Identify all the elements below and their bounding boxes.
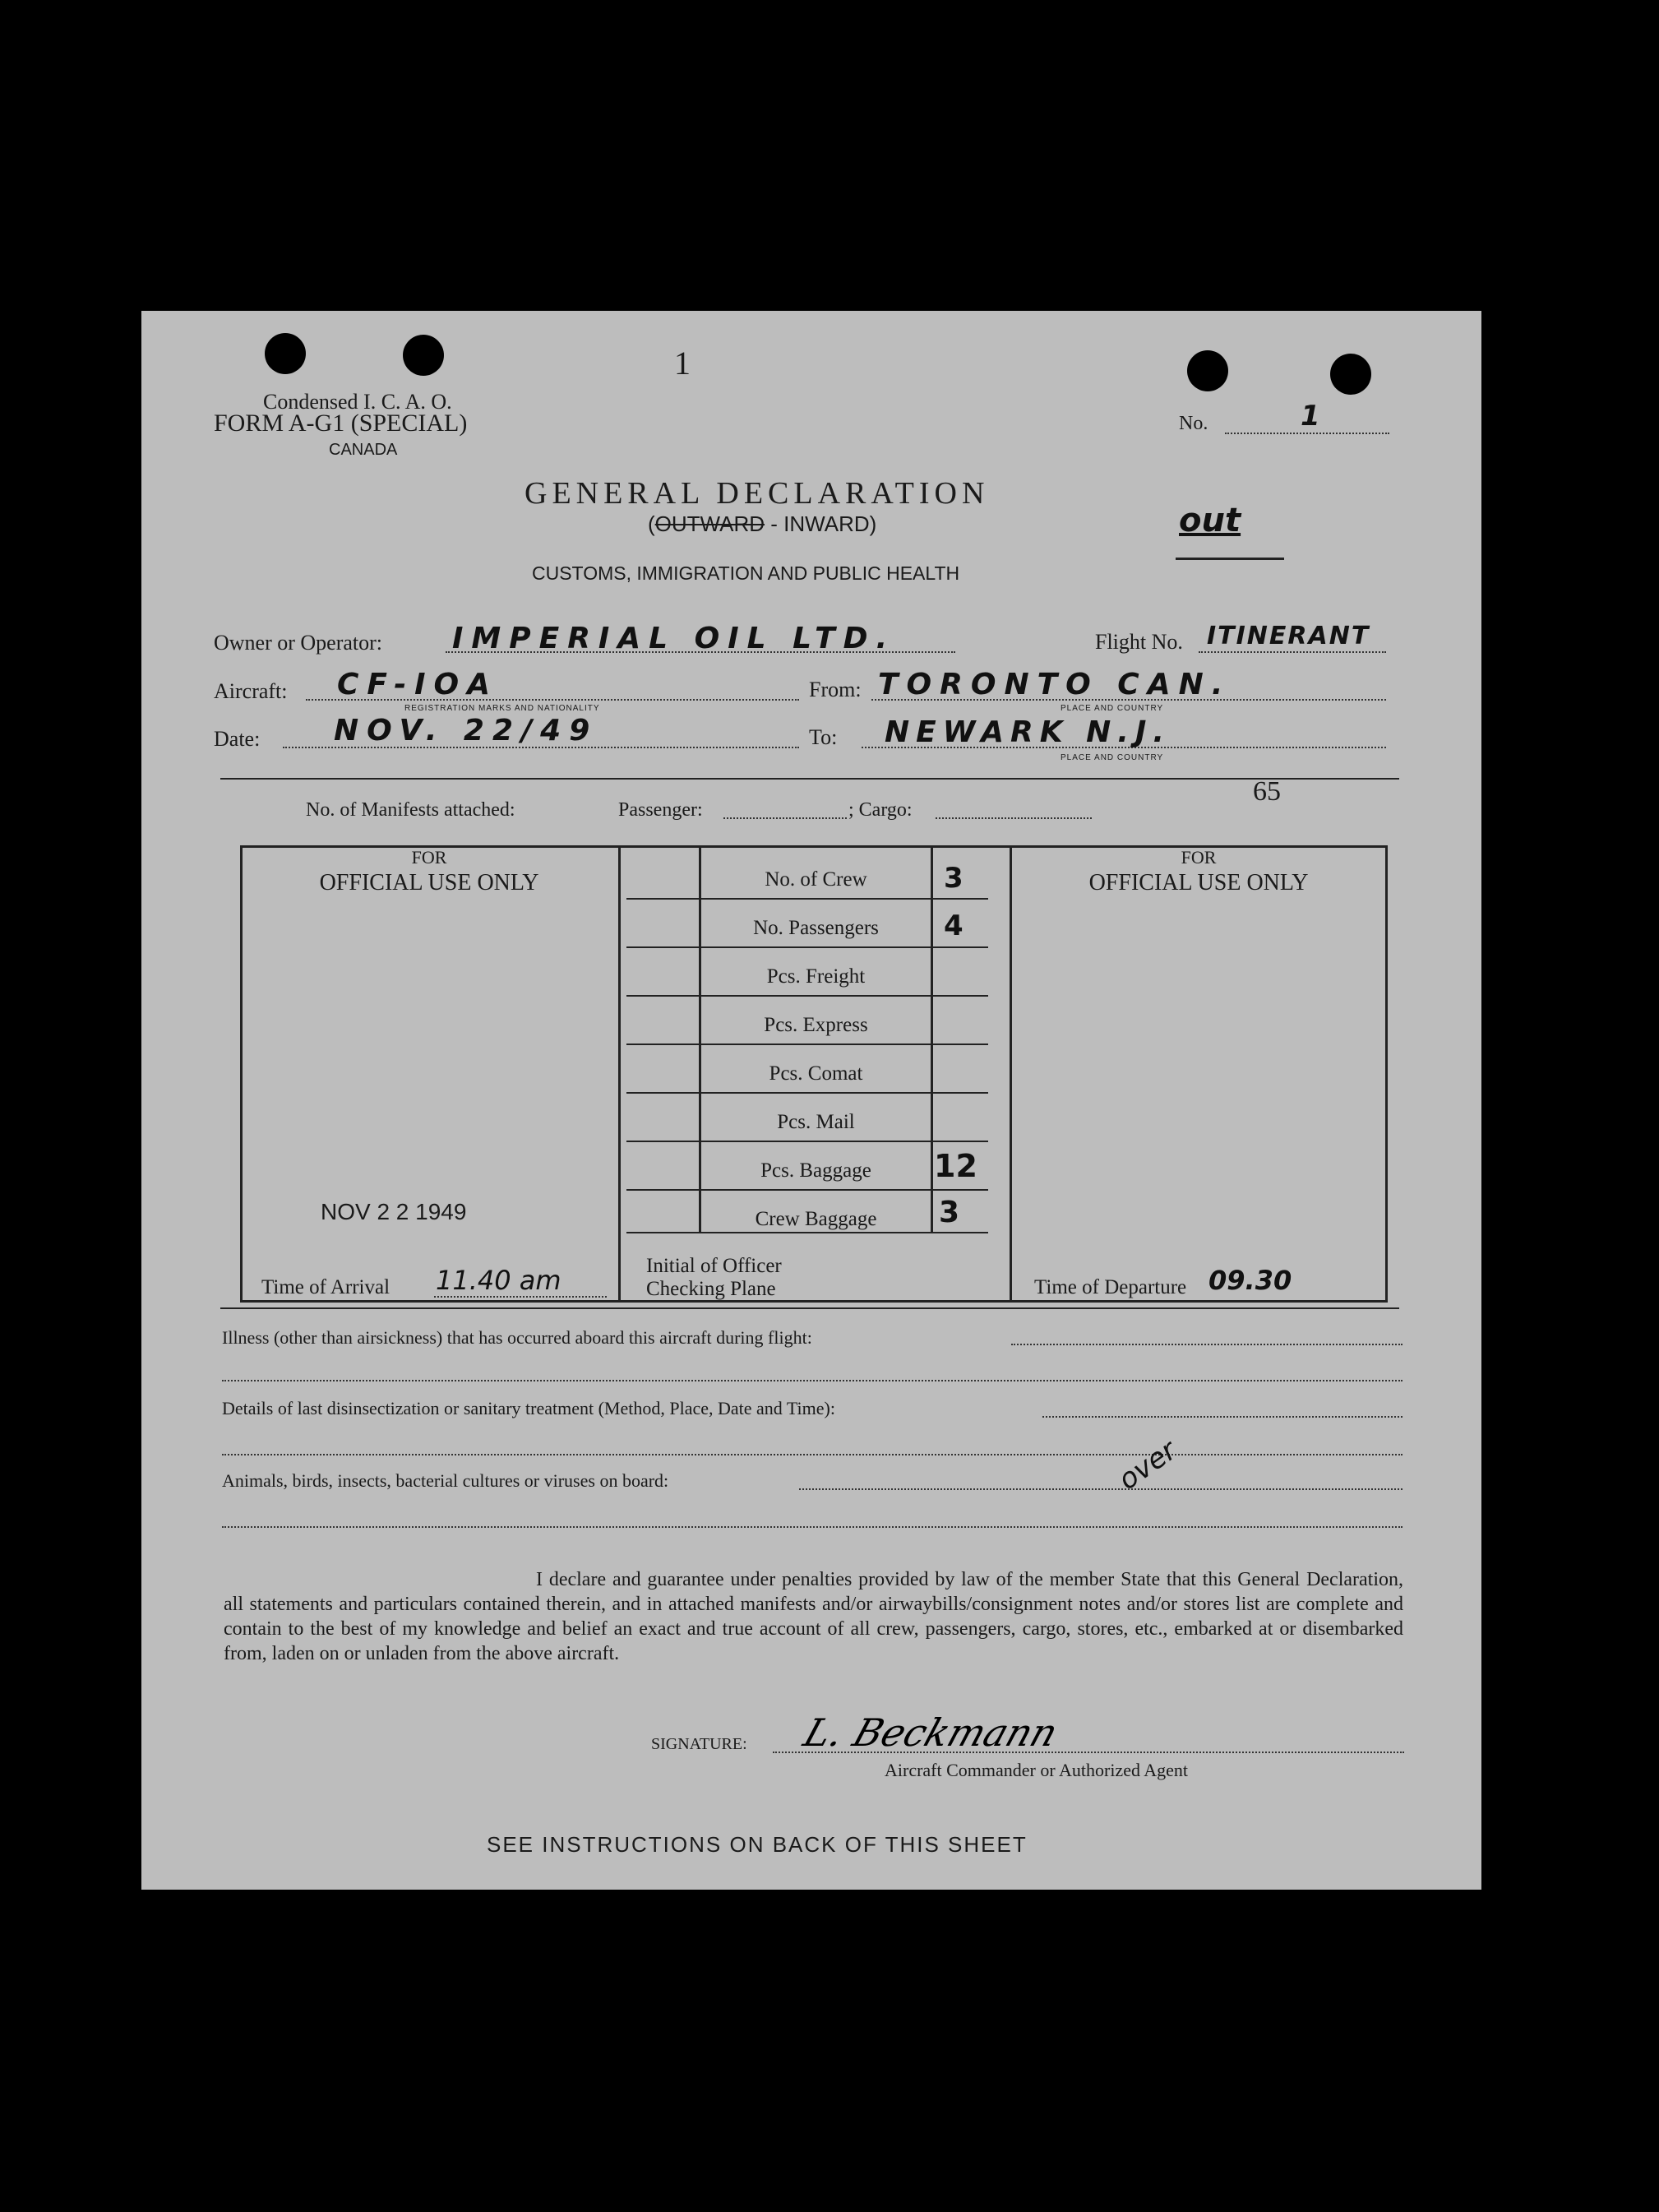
row-rule [626,1232,988,1233]
subtitle: CUSTOMS, IMMIGRATION AND PUBLIC HEALTH [532,562,960,584]
no-label: No. [1179,413,1208,434]
from-caption: PLACE AND COUNTRY [1061,704,1164,713]
row-label: Pcs. Mail [777,1111,855,1133]
declaration-text: I declare and guarantee under penalties provided by law of the member State that this General Declaration, all statements and particulars contained therein, and in attached manifests and/or airwaybills/consignment notes and/or stores list are complete and contain to the best of my knowledge and belief an exact and true account of all crew, passengers, cargo, stores, etc., embarked at or disembarked from, laden on or unladen from the above aircraft. [224,1569,1403,1664]
box-divider-right [1010,845,1012,1303]
paren-open: ( [648,511,655,536]
animals-line-2 [222,1526,1403,1528]
owner-label: Owner or Operator: [214,631,383,655]
disinsect-line-2 [222,1454,1403,1455]
illness-line [1011,1344,1403,1345]
to-label: To: [809,725,838,749]
illness-line-2 [222,1380,1403,1381]
header-divider [220,778,1399,780]
right-official-title: OFFICIAL USE ONLY [1088,870,1309,895]
no-value: 1 [1301,400,1320,433]
row-label: Pcs. Baggage [760,1159,871,1182]
row-rule [626,946,988,948]
manifests-label: No. of Manifests attached: [306,799,515,821]
row-rule [626,1044,988,1045]
date-value: NOV. 22/49 [334,714,598,747]
signature-label: SIGNATURE: [651,1735,747,1753]
row-value: 12 [934,1148,977,1184]
flight-value: ITINERANT [1207,622,1370,650]
no-line [1225,433,1389,434]
row-rule [626,1141,988,1142]
from-value: TORONTO CAN. [878,668,1232,701]
row-rule [626,995,988,997]
to-value: NEWARK N.J. [885,715,1171,749]
punch-hole [265,333,306,374]
row-label: Pcs. Comat [769,1062,863,1085]
row-rule [626,1189,988,1191]
arrival-value: 11.40 am [436,1265,561,1296]
box-divider-left [618,845,621,1303]
from-label: From: [809,678,862,701]
signature-caption: Aircraft Commander or Authorized Agent [885,1760,1189,1780]
cargo-label: ; Cargo: [848,799,913,821]
over-note: over [1112,1433,1183,1497]
aircraft-value: CF-IOA [337,668,499,701]
illness-label: Illness (other than airsickness) that has occurred aboard this aircraft during flight: [222,1327,812,1348]
row-value: 3 [939,1196,960,1229]
row-label: No. Passengers [753,917,879,939]
disinsect-line [1042,1416,1403,1418]
arrival-line [434,1296,607,1298]
departure-value: 09.30 [1208,1265,1292,1296]
box-divider-values [931,845,933,1232]
outward-struck: OUTWARD [654,511,765,536]
out-note: out [1179,502,1241,539]
row-label: Pcs. Express [764,1014,868,1036]
aircraft-label: Aircraft: [214,679,288,703]
row-rule [626,898,988,900]
date-label: Date: [214,727,261,751]
flight-line [1199,651,1386,653]
left-for: FOR [411,847,447,868]
box-bottom-rule [220,1307,1399,1309]
row-value: 4 [944,909,964,942]
cargo-line [936,817,1092,819]
punch-hole [1330,354,1371,395]
condensed-icao: Condensed I. C. A. O. [263,390,452,414]
top-mark: 1 [674,345,691,382]
disinsect-label: Details of last disinsectization or sanitary treatment (Method, Place, Date and Time): [222,1398,835,1418]
initial-line-2: Checking Plane [646,1278,776,1300]
to-caption: PLACE AND COUNTRY [1061,753,1164,762]
footer-instructions: SEE INSTRUCTIONS ON BACK OF THIS SHEET [487,1832,1028,1857]
number-65: 65 [1253,776,1281,807]
flight-label: Flight No. [1095,630,1183,654]
initial-line-1: Initial of Officer [646,1255,782,1277]
aircraft-caption: REGISTRATION MARKS AND NATIONALITY [404,704,600,713]
departure-label: Time of Departure [1034,1276,1187,1298]
left-official-title: OFFICIAL USE ONLY [319,870,539,895]
country: CANADA [329,441,398,459]
animals-line [799,1488,1403,1490]
passenger-line [723,817,847,819]
row-label: Pcs. Freight [766,965,866,988]
row-rule [626,1092,988,1094]
row-label: Crew Baggage [755,1208,877,1230]
passenger-label: Passenger: [618,799,703,821]
animals-label: Animals, birds, insects, bacterial cultures or viruses on board: [222,1470,669,1491]
inward: - INWARD) [770,511,877,536]
date-stamp: NOV 2 2 1949 [321,1199,467,1224]
out-underline [1176,558,1284,560]
arrival-label: Time of Arrival [261,1276,390,1298]
page-title: GENERAL DECLARATION [525,476,990,511]
direction [648,511,876,537]
row-label: No. of Crew [765,868,867,891]
punch-hole [403,335,444,376]
right-for: FOR [1181,847,1217,868]
form-number: FORM A-G1 (SPECIAL) [214,410,468,437]
punch-hole [1187,350,1228,391]
owner-value: IMPERIAL OIL LTD. [452,622,896,655]
document-page [141,311,1481,1890]
row-value: 3 [944,862,964,895]
signature-image: L. Beckmann [798,1710,1064,1755]
